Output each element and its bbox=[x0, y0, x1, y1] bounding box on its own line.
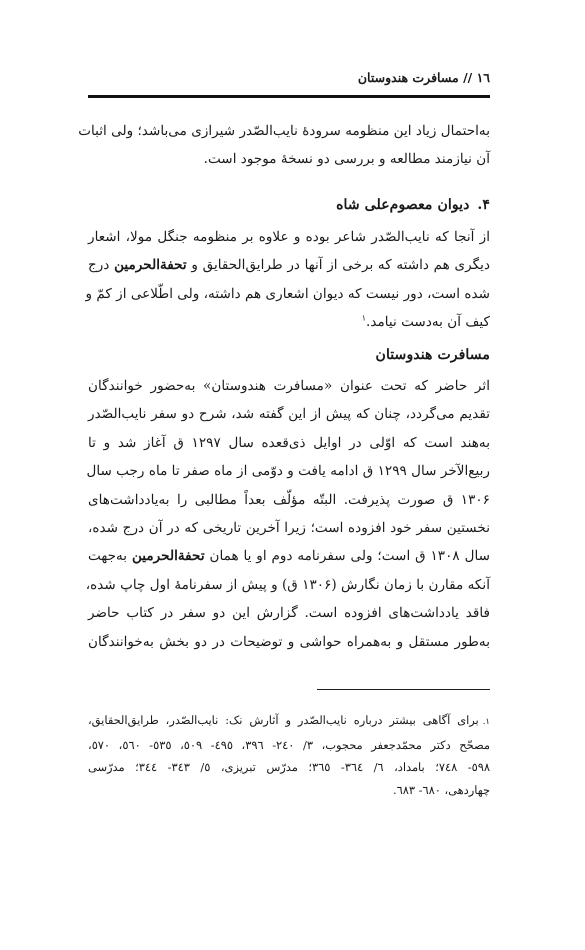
intro-line: به‌احتمال زیاد این منظومه سرودهٔ نایب‌الصّدر شیرازی می‌باشد؛ ولی اثبات bbox=[78, 123, 490, 139]
running-header bbox=[88, 70, 490, 92]
mosaferat-title: مسافرت هندوستان bbox=[375, 347, 490, 363]
book-page bbox=[78, 0, 490, 950]
intro-paragraph bbox=[78, 117, 490, 174]
paragraph-line: از آنجا که نایب‌الصّدر شاعر بوده و علاوه بر منظومه جنگل مولا، اشعار bbox=[88, 229, 490, 245]
running-title: مسافرت هندوستان bbox=[357, 70, 459, 85]
section-4-number: ۴. bbox=[477, 197, 490, 213]
mosaferat-paragraph bbox=[85, 372, 490, 656]
paragraph-line: ربیع‌الآخر سال ١٢٩٩ ق ادامه یافت و دوّمی از ماه صفر تا ماه رجب سال bbox=[86, 463, 490, 480]
page-number: ١٦ bbox=[476, 70, 490, 85]
book-title-bold: تحفةالحرمین bbox=[114, 257, 187, 274]
footnote-line: چهاردهی، ٦٨٠- ٦٨٣. bbox=[393, 782, 490, 797]
paragraph-line: نخستین سفر خود افزوده است؛ زیرا آخرین تاریخی که در آن درج شده، bbox=[88, 520, 490, 537]
paragraph-line: ١٣٠۶ ق صورت پذیرفت. البتّه مؤلّف بعداً مطالبی را به‌یادداشت‌های bbox=[88, 491, 490, 508]
paragraph-line: فاقد یادداشت‌های افزوده است. گزارش این دو سفر در کتاب حاضر bbox=[88, 605, 490, 622]
header-rule bbox=[88, 95, 490, 98]
paragraph-line: سال ١٣٠٨ ق است؛ ولی سفرنامه دوم او یا همان تحفةالحرمین به‌جهت bbox=[88, 548, 490, 565]
paragraph-line: آنکه مقارن با زمان نگارش (١٣٠۶ ق) و پیش از سفرنامهٔ اول چاپ شده، bbox=[85, 576, 490, 593]
book-title-bold: تحفةالحرمین bbox=[131, 548, 205, 565]
paragraph-line: شده است، دور نیست که دیوان اشعاری هم داشته، ولی اطّلاعی از کمّ و bbox=[85, 285, 490, 302]
header-separator: // bbox=[463, 70, 473, 85]
mosaferat-heading bbox=[88, 347, 490, 363]
footnote-rule bbox=[317, 689, 490, 690]
section-4-heading bbox=[88, 197, 490, 213]
section-4-title: دیوان معصوم‌علی شاه bbox=[336, 197, 470, 213]
footnote-reference[interactable]: ١ bbox=[361, 313, 366, 323]
footnote-line: ١.برای آگاهی بیشتر درباره نایب‌الصّدر و آثارش نک: نایب‌الصّدر، طرایق‌الحقایق، bbox=[88, 713, 490, 727]
paragraph-line: دیگری هم داشته که برخی از آنها در طرایق‌الحقایق و تحفةالحرمین درج bbox=[88, 257, 490, 274]
paragraph-line: به‌طور مستقل و به‌همراه حواشی و توضیحات در دو بخش به‌خوانندگان bbox=[88, 633, 490, 650]
paragraph-line: کیف آن به‌دست نیامد.$^١$ bbox=[361, 313, 490, 331]
footnote bbox=[88, 709, 490, 801]
paragraph-line: به‌هند است که اوّلی در اوایل ذی‌قعده سال ١٢٩٧ ق آغاز شد و تا bbox=[88, 434, 490, 451]
intro-line: آن نیازمند مطالعه و بررسی دو نسخهٔ موجود است. bbox=[203, 151, 490, 168]
footnote-line: ٥٩٨- ٧٤٨؛ بامداد، ٦/ ٣٦٤- ٣٦٥؛ مدرّس تبریزی، ٥/ ٣٤٣- ٣٤٤؛ مدرّسی bbox=[88, 760, 490, 774]
footnote-line: مصحّح دکتر محمّدجعفر محجوب، ٣/ ٢٤٠- ٣٩٦، ٤٩٥- ٥٠٩، ٥٣٥- ٥٦٠، ٥٧٠، bbox=[88, 737, 490, 752]
paragraph-line: تقدیم می‌گردد، چنان که پیش از این گفته شد، شرح دو سفر نایب‌الصّدر bbox=[88, 406, 490, 423]
footnote-number: ١. bbox=[482, 717, 490, 727]
paragraph-line: اثر حاضر که تحت عنوان «مسافرت هندوستان» به‌حضور خوانندگان bbox=[88, 378, 490, 394]
section-4-paragraph bbox=[85, 223, 490, 337]
